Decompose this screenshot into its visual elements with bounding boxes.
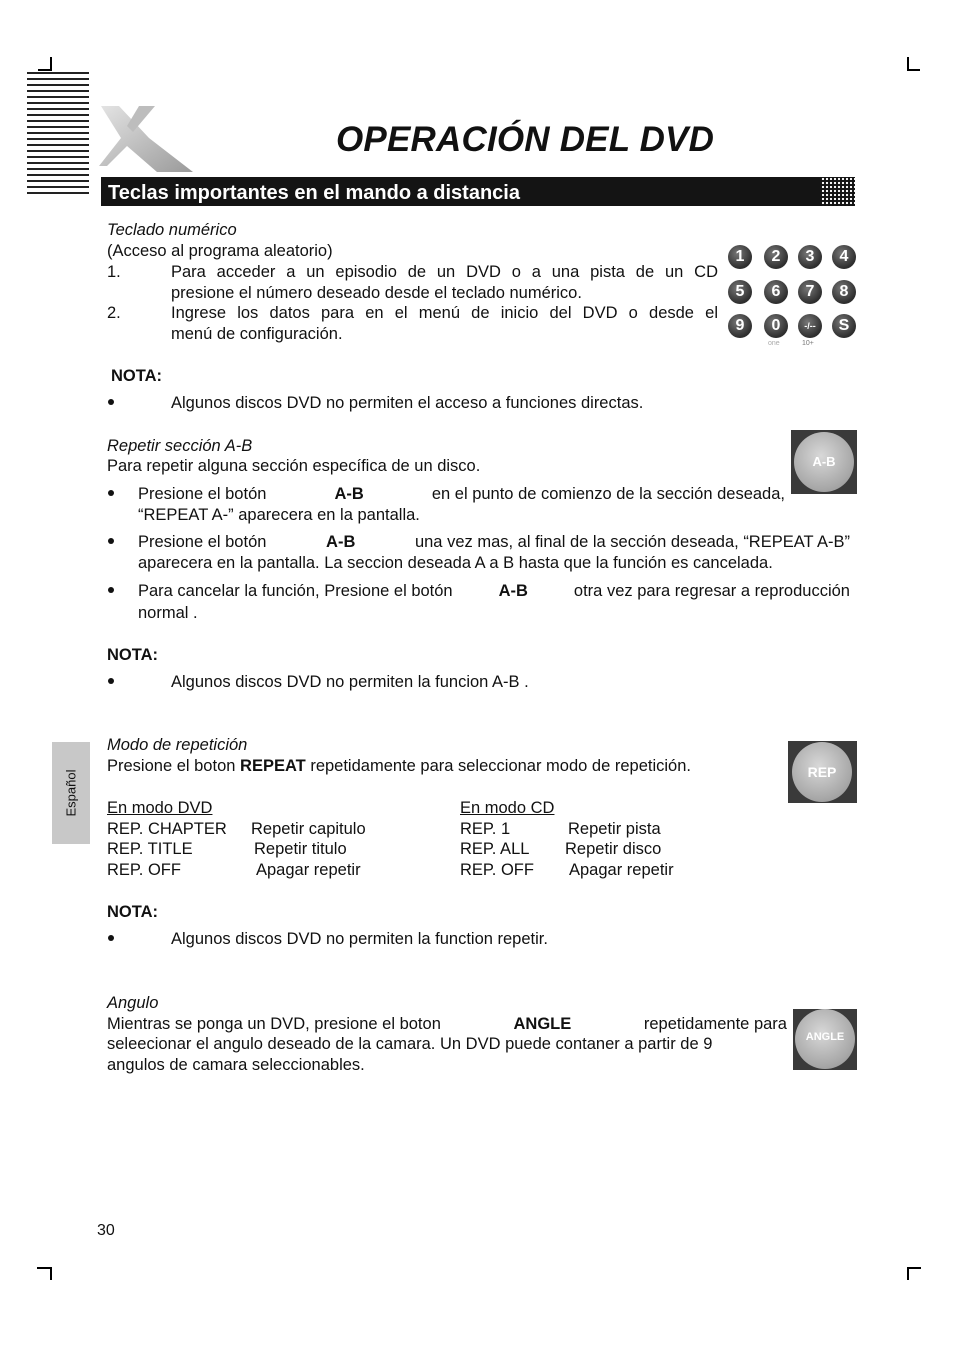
cd-row-desc: Repetir pista [568,820,661,838]
numeric-item2-num: 2. [107,304,121,322]
angle-button-label: ANGLE [795,1009,855,1069]
dvd-row-desc: Repetir capitulo [251,820,366,838]
numeric-item1-line2: presione el número deseado desde el teclado numérico. [171,284,582,302]
bullet-icon [108,935,114,941]
angle-line2: seleecionar el angulo deseado de la camara. Un DVD puede contaner a partir de 9 [107,1035,713,1053]
key-7: 7 [798,280,822,304]
decorative-stripes [27,72,89,198]
repeat-intro-post: repetidamente para seleccionar modo de repetición. [310,757,691,775]
nota-label-3: NOTA: [107,903,159,921]
language-side-tab [52,742,90,844]
cd-row-mode: REP. OFF [460,861,534,879]
side-tab-label: Español [63,769,79,817]
dvd-row-mode: REP. OFF [107,861,181,879]
cd-row-desc: Repetir disco [565,840,662,858]
page-number: 30 [97,1222,115,1239]
key-4: 4 [832,245,856,269]
ab-b2-pre: Presione el botón [138,533,267,551]
ab-button-image [791,430,857,494]
section-header-bar [101,177,855,206]
ab-b3-key: A-B [498,582,528,600]
crop-mark-bottom-right-v [907,1267,909,1280]
repeat-heading: Modo de repetición [107,736,248,754]
brand-x-logo [97,100,197,178]
cd-row-mode: REP. ALL [460,840,530,858]
ab-bullet1-line1 [138,484,785,505]
numeric-sub: (Acceso al programa aleatorio) [107,242,333,260]
dvd-row-desc: Apagar repetir [256,861,361,879]
key-s: S [832,314,856,338]
page-title: OPERACIÓN DEL DVD [336,120,715,159]
section-title: Teclas importantes en el mando a distancia [108,182,520,204]
ab-bullet3-line1 [138,581,850,602]
angle-heading: Angulo [107,994,159,1012]
key-caption-ten: 10+ [802,340,814,347]
key-6: 6 [764,280,788,304]
bullet-icon [108,587,114,593]
crop-mark-top-right-h [907,69,920,71]
ab-bullet1-line2: “REPEAT A-” aparecera en la pantalla. [138,506,420,524]
numeric-item1-num: 1. [107,263,121,281]
numeric-heading: Teclado numérico [107,221,237,239]
key-8: 8 [832,280,856,304]
key-9: 9 [728,314,752,338]
ab-b1-post: en el punto de comienzo de la sección deseada, [431,485,785,503]
ab-b1-pre: Presione el botón [138,485,267,503]
dvd-mode-header: En modo DVD [107,799,213,817]
cd-row-desc: Apagar repetir [569,861,674,879]
cd-mode-header: En modo CD [460,799,555,817]
key-1: 1 [728,245,752,269]
bullet-icon [108,399,114,405]
dot-pattern [821,177,855,206]
bullet-icon [108,490,114,496]
angle-line1 [107,1014,787,1035]
key-3: 3 [798,245,822,269]
key-dash: -/-- [798,314,822,338]
ab-b3-post: otra vez para regresar a reproducción [573,582,850,600]
ab-bullet2-line1 [138,532,850,553]
nota-label-2: NOTA: [107,646,159,664]
ab-button-label: A-B [794,432,854,492]
numeric-item1-line1: Para acceder a un episodio de un DVD o a una pista de un CD [171,263,718,281]
nota-text-3: Algunos discos DVD no permiten la function repetir. [171,930,548,948]
nota-text-1: Algunos discos DVD no permiten el acceso a funciones directas. [171,394,644,412]
crop-mark-bottom-right [907,1267,921,1269]
nota-label-1: NOTA: [111,367,163,385]
repeat-intro [107,756,691,777]
ab-b2-key: A-B [326,533,356,551]
key-0: 0 [764,314,788,338]
angle-l1-key: ANGLE [513,1015,572,1033]
angle-l1-pre: Mientras se ponga un DVD, presione el boton [107,1015,441,1033]
rep-button-label: REP [792,742,852,802]
angle-l1-post: repetidamente para [643,1015,787,1033]
numeric-item2-line1: Ingrese los datos para en el menú de inicio del DVD o desde el [171,304,718,322]
key-5: 5 [728,280,752,304]
crop-mark-bottom-left [37,1267,51,1269]
ab-bullet2-line2: aparecera en la pantalla. La seccion deseada A a B hasta que la función es cancelada. [138,554,773,572]
angle-line3: angulos de camara seleccionables. [107,1056,365,1074]
rep-button-image [788,741,857,803]
ab-bullet3-line2: normal . [138,604,198,622]
bullet-icon [108,678,114,684]
ab-b3-pre: Para cancelar la función, Presione el botón [138,582,453,600]
dvd-row-desc: Repetir titulo [254,840,347,858]
repeat-intro-key: REPEAT [240,757,306,775]
key-2: 2 [764,245,788,269]
numeric-item2-line2: menú de configuración. [171,325,343,343]
ab-intro: Para repetir alguna sección específica de un disco. [107,457,481,475]
bullet-icon [108,538,114,544]
cd-row-mode: REP. 1 [460,820,511,838]
crop-mark-bottom-left-v [50,1267,52,1280]
dvd-row-mode: REP. CHAPTER [107,820,227,838]
numeric-keypad-image [724,240,860,352]
key-caption-one: one [768,340,780,347]
repeat-intro-pre: Presione el boton [107,757,236,775]
crop-mark-top-left-v [50,57,52,70]
ab-heading: Repetir sección A-B [107,437,253,455]
nota-text-2: Algunos discos DVD no permiten la funcion A-B . [171,673,529,691]
angle-button-image [793,1009,857,1070]
ab-b1-key: A-B [334,485,364,503]
ab-b2-post: una vez mas, al final de la sección deseada, “REPEAT A-B” [414,533,850,551]
dvd-row-mode: REP. TITLE [107,840,193,858]
